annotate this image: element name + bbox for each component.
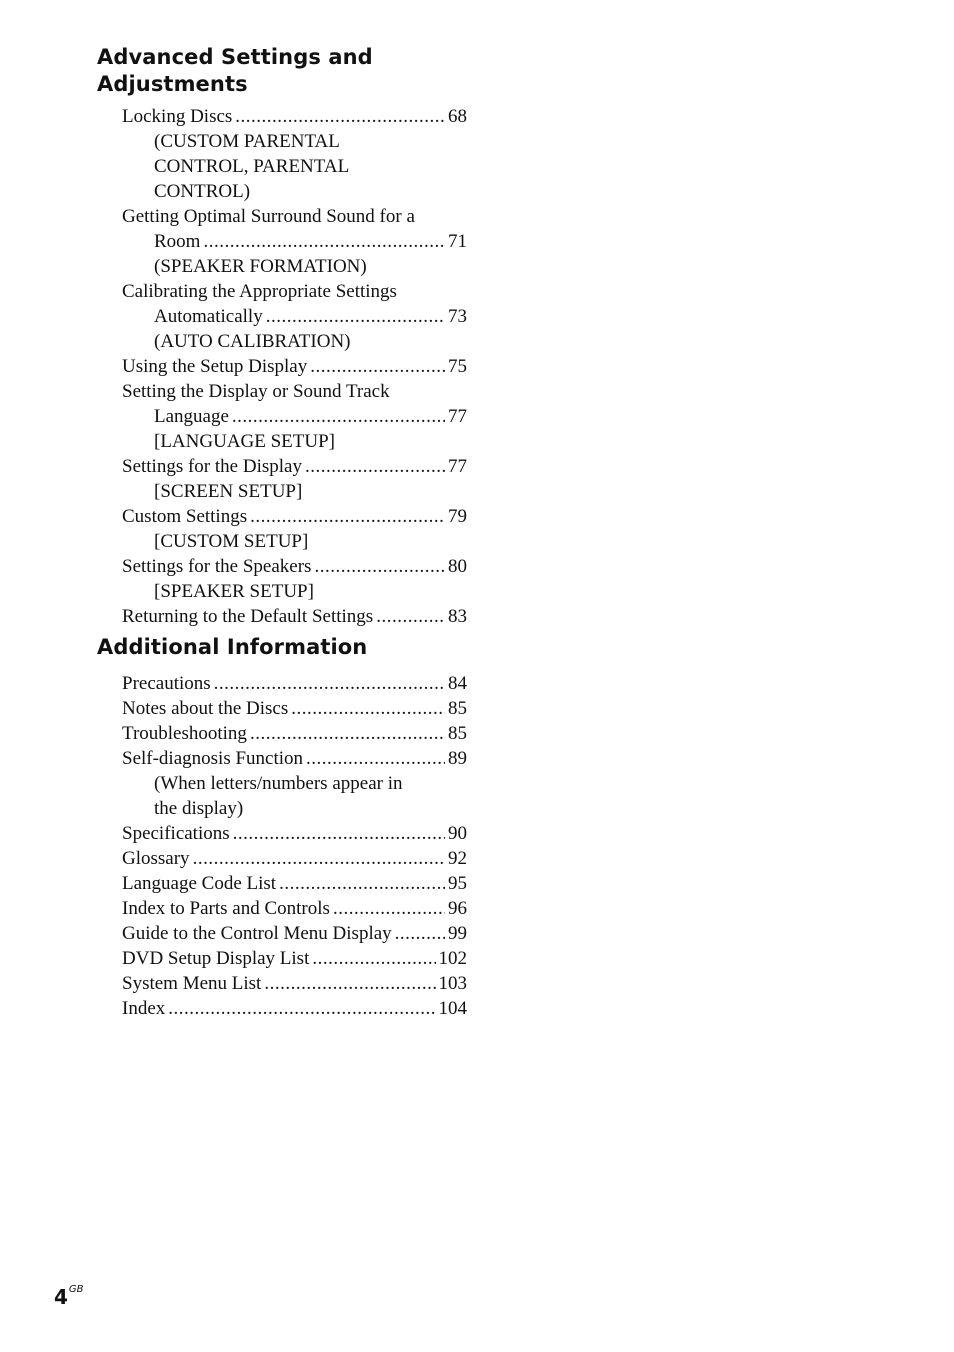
toc-entry[interactable] (122, 604, 467, 629)
dot-leader (395, 921, 445, 946)
toc-entry-page: 83 (448, 606, 467, 627)
dot-leader (203, 229, 445, 254)
toc-entry-subtitle: CONTROL) (154, 181, 251, 202)
toc-entry[interactable] (122, 504, 467, 554)
toc-entry[interactable] (122, 971, 467, 996)
toc-entry-page: 89 (448, 748, 467, 769)
toc-entry-line (122, 921, 467, 946)
page-number (54, 1285, 84, 1309)
toc-entry-line (154, 304, 467, 329)
toc-entry-title: Language Code List (122, 873, 277, 894)
toc-entry-title: Glossary (122, 848, 190, 869)
toc-entry-page: 90 (448, 823, 467, 844)
toc-entry-page: 92 (448, 848, 467, 869)
dot-leader (333, 896, 445, 921)
toc-entry[interactable] (122, 871, 467, 896)
toc-entry-line (122, 971, 467, 996)
dot-leader (235, 104, 445, 129)
table-of-contents (97, 42, 469, 1021)
toc-entry-title: Index (122, 998, 166, 1019)
toc-entry-title: Specifications (122, 823, 230, 844)
toc-entry-page: 71 (448, 231, 467, 252)
dot-leader (279, 871, 445, 896)
toc-entry[interactable] (122, 721, 467, 746)
toc-entry-line (122, 746, 467, 771)
dot-leader (264, 971, 435, 996)
toc-entry[interactable] (122, 671, 467, 696)
toc-entry-line (122, 354, 467, 379)
dot-leader (306, 746, 445, 771)
toc-entry-page: 73 (448, 306, 467, 327)
toc-entry[interactable] (122, 204, 467, 279)
toc-entry-line (122, 896, 467, 921)
toc-entry-line (122, 996, 467, 1021)
toc-entry[interactable] (122, 104, 467, 204)
toc-entry-page: 96 (448, 898, 467, 919)
toc-entry-line (122, 946, 467, 971)
toc-entry[interactable] (122, 996, 467, 1021)
dot-leader (193, 846, 445, 871)
toc-entry-subtitle: (CUSTOM PARENTAL (154, 131, 340, 152)
toc-entry-subtitle: [SCREEN SETUP] (154, 481, 303, 502)
toc-entry-title: Settings for the Speakers (122, 556, 312, 577)
toc-entry-line (122, 696, 467, 721)
dot-leader (266, 304, 445, 329)
dot-leader (312, 946, 435, 971)
page-number-suffix: GB (68, 1284, 84, 1295)
toc-entry-title: System Menu List (122, 973, 262, 994)
toc-entry[interactable] (122, 279, 467, 354)
toc-entry-line (122, 454, 467, 479)
toc-entry-line (122, 604, 467, 629)
toc-entry-page: 103 (438, 973, 467, 994)
toc-entry-line (154, 404, 467, 429)
dot-leader (250, 721, 445, 746)
toc-entry-lead-line: Getting Optimal Surround Sound for a (122, 206, 415, 227)
toc-entry[interactable] (122, 846, 467, 871)
toc-entry-title: Settings for the Display (122, 456, 302, 477)
toc-entry-lead-line: Calibrating the Appropriate Settings (122, 281, 397, 302)
toc-entry-page: 85 (448, 723, 467, 744)
toc-entry-page: 104 (438, 998, 467, 1019)
toc-entry-title: Returning to the Default Settings (122, 606, 374, 627)
toc-entry-line (122, 104, 467, 129)
toc-entry-line (122, 846, 467, 871)
dot-leader (310, 354, 445, 379)
toc-entry-page: 99 (448, 923, 467, 944)
toc-entry-subtitle: [SPEAKER SETUP] (154, 581, 314, 602)
toc-entry-title: Self-diagnosis Function (122, 748, 304, 769)
toc-entry[interactable] (122, 379, 467, 454)
toc-entry-subtitle: [CUSTOM SETUP] (154, 531, 309, 552)
dot-leader (314, 554, 445, 579)
toc-entry-page: 77 (448, 406, 467, 427)
toc-entry-title: Precautions (122, 673, 211, 694)
toc-entry-title: Using the Setup Display (122, 356, 308, 377)
toc-entry-line (122, 554, 467, 579)
toc-entry-title: Index to Parts and Controls (122, 898, 330, 919)
toc-entry[interactable] (122, 454, 467, 504)
toc-entry-subtitle: (AUTO CALIBRATION) (154, 331, 351, 352)
toc-entry-page: 68 (448, 106, 467, 127)
toc-entry-line (122, 871, 467, 896)
toc-entry-title: Custom Settings (122, 506, 248, 527)
dot-leader (232, 404, 445, 429)
toc-entry-page: 79 (448, 506, 467, 527)
toc-entry-line (122, 504, 467, 529)
dot-leader (233, 821, 445, 846)
toc-entry-page: 75 (448, 356, 467, 377)
section-heading: Additional Information (97, 635, 368, 659)
section-heading: Advanced Settings and Adjustments (97, 45, 373, 96)
toc-entry-line (122, 721, 467, 746)
dot-leader (305, 454, 445, 479)
toc-entry-subtitle: (When letters/numbers appear in (154, 773, 403, 794)
toc-entry[interactable] (122, 746, 467, 821)
toc-entry-page: 84 (448, 673, 467, 694)
toc-entry[interactable] (122, 354, 467, 379)
toc-entry-title: Room (154, 231, 201, 252)
toc-entry-line (154, 229, 467, 254)
toc-entry-title: Language (154, 406, 229, 427)
toc-entry-line (122, 671, 467, 696)
toc-entry[interactable] (122, 921, 467, 946)
toc-entry-title: Notes about the Discs (122, 698, 289, 719)
toc-entry[interactable] (122, 946, 467, 971)
dot-leader (250, 504, 445, 529)
toc-entry-subtitle: the display) (154, 798, 244, 819)
dot-leader (376, 604, 445, 629)
dot-leader (214, 671, 445, 696)
toc-entry-subtitle: [LANGUAGE SETUP] (154, 431, 336, 452)
toc-entry-title: Troubleshooting (122, 723, 247, 744)
toc-entry-page: 95 (448, 873, 467, 894)
toc-entry-title: Automatically (154, 306, 263, 327)
toc-entry-subtitle: (SPEAKER FORMATION) (154, 256, 367, 277)
toc-entry-page: 85 (448, 698, 467, 719)
toc-entry[interactable] (122, 896, 467, 921)
toc-entry-title: Guide to the Control Menu Display (122, 923, 392, 944)
toc-entry[interactable] (122, 554, 467, 604)
toc-entry-page: 77 (448, 456, 467, 477)
toc-entry[interactable] (122, 696, 467, 721)
page-number-value: 4 (54, 1285, 68, 1309)
toc-entry-page: 80 (448, 556, 467, 577)
dot-leader (168, 996, 435, 1021)
toc-entry-lead-line: Setting the Display or Sound Track (122, 381, 390, 402)
toc-entry-line (122, 821, 467, 846)
toc-entry-title: Locking Discs (122, 106, 233, 127)
toc-entry[interactable] (122, 821, 467, 846)
toc-entry-page: 102 (438, 948, 467, 969)
toc-entry-title: DVD Setup Display List (122, 948, 310, 969)
dot-leader (291, 696, 445, 721)
toc-entry-subtitle: CONTROL, PARENTAL (154, 156, 350, 177)
